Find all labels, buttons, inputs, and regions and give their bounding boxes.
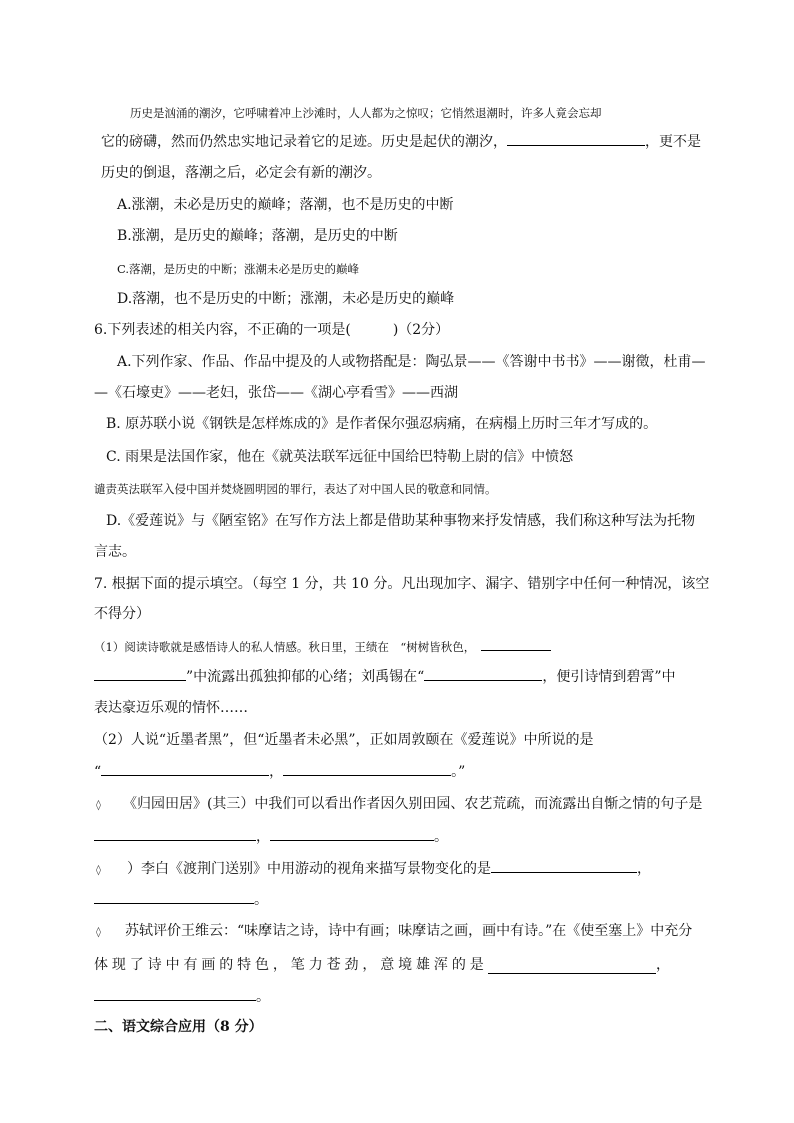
answer-blank[interactable] xyxy=(94,668,186,681)
spread-char: 体 xyxy=(94,957,108,973)
comma: ， xyxy=(256,829,270,845)
answer-blank[interactable] xyxy=(481,638,551,651)
q7-part1-text-2: ”中流露出孤独抑郁的心绪；刘禹锡在“ xyxy=(186,669,425,685)
spread-char: 色 xyxy=(255,957,270,973)
answer-blank[interactable] xyxy=(507,133,645,146)
q7-part1-line1 xyxy=(94,638,551,656)
comma: ， xyxy=(269,764,284,780)
spread-char: ， xyxy=(272,957,287,973)
spread-char: 画 xyxy=(201,957,216,973)
spread-char: 的 xyxy=(451,957,466,973)
q7-part1-text: （1）阅读诗歌就是感悟诗人的私人情感。秋日里，王绩在 “树树皆秋色， xyxy=(94,640,476,654)
answer-blank[interactable] xyxy=(270,828,434,841)
q7-part3-text: 《归园田居》(其三）中我们可以看出作者因久别田园、农艺荒疏，而流露出自惭之情的句子是 xyxy=(122,796,703,812)
q6-option-d-line2: 言志。 xyxy=(94,544,136,560)
q7-part2-line1: （2）人说“近墨者黑”，但“近墨者未必黑”，正如周敦颐在《爱莲说》中所说的是 xyxy=(94,732,594,748)
q6-option-c-line2: 谴责英法联军入侵中国并焚烧圆明园的罪行，表达了对中国人民的敬意和同情。 xyxy=(94,482,497,496)
period: 。 xyxy=(254,892,268,908)
q7-part5-line3 xyxy=(94,988,270,1006)
q7-part3-line1 xyxy=(96,795,702,815)
answer-blank[interactable] xyxy=(101,763,269,776)
spread-char: 意 xyxy=(380,957,395,973)
passage-line-2-text: 它的磅礴，然而仍然忠实地记录着它的足迹。历史是起伏的潮汐， xyxy=(101,134,507,150)
list-marker-icon: ◊ xyxy=(96,927,101,938)
spread-char: 特 xyxy=(237,957,252,973)
spread-char: ， xyxy=(362,957,377,973)
q7-part5-line2 xyxy=(94,956,694,974)
q5-option-d: D.落潮，也不是历史的中断；涨潮，未必是历史的巅峰 xyxy=(117,291,455,307)
q7-part1-text-3: ，便引诗情到碧霄”中 xyxy=(542,669,676,685)
passage-line-3: 历史的倒退，落潮之后，必定会有新的潮汐。 xyxy=(101,165,381,181)
q7-part5-spread-text xyxy=(94,956,484,974)
spread-char: 现 xyxy=(111,957,126,973)
q6-option-d-line1: D.《爱莲说》与《陋室铭》在写作方法上都是借助某种事物来抒发情感，我们称这种写法为托物 xyxy=(106,513,696,529)
spread-char: 了 xyxy=(129,957,144,973)
quote-close: 。” xyxy=(451,764,466,780)
spread-char: 境 xyxy=(398,957,413,973)
q7-part4-text: ）李白《渡荆门送别》中用游动的视角来描写景物变化的是 xyxy=(126,861,491,877)
q5-option-b: B.涨潮，是历史的巅峰；落潮，是历史的中断 xyxy=(117,228,398,244)
q7-part4-line1 xyxy=(96,860,651,880)
list-marker-icon: ◊ xyxy=(96,865,101,876)
spread-char: 中 xyxy=(165,957,180,973)
q7-part3-line2 xyxy=(94,828,448,846)
q7-part5-line1 xyxy=(96,922,692,942)
answer-blank[interactable] xyxy=(491,860,637,873)
q7-part1-line3: 表达豪迈乐观的情怀…… xyxy=(94,700,248,716)
period: 。 xyxy=(434,829,448,845)
q5-option-c: C.落潮，是历史的中断；涨潮未必是历史的巅峰 xyxy=(117,262,360,276)
spread-char: 有 xyxy=(183,957,198,973)
period: 。 xyxy=(256,989,270,1005)
q6-option-c-line1: C. 雨果是法国作家，他在《就英法联军远征中国给巴特勒上尉的信》中愤怒 xyxy=(106,449,574,465)
q6-option-a-line2: —《石壕吏》——老妇，张岱——《湖心亭看雪》——西湖 xyxy=(94,385,458,401)
answer-blank[interactable] xyxy=(488,961,656,974)
q6-option-b: B. 原苏联小说《钢铁是怎样炼成的》是作者保尔强忍病痛，在病榻上历时三年才写成的。 xyxy=(106,416,658,432)
spread-char: 劲 xyxy=(344,957,359,973)
list-marker-icon: ◊ xyxy=(96,800,101,811)
spread-char: 力 xyxy=(308,957,323,973)
answer-blank[interactable] xyxy=(94,988,256,1001)
passage-line-2 xyxy=(101,133,701,151)
q5-option-a: A.涨潮，未必是历史的巅峰；落潮，也不是历史的中断 xyxy=(117,197,454,213)
q7-stem-line1: 7. 根据下面的提示填空。（每空 1 分，共 10 分。凡出现加字、漏字、错别字中任何一种情况，该空 xyxy=(94,576,710,592)
spread-char: 是 xyxy=(469,957,484,973)
spread-char: 的 xyxy=(219,957,234,973)
spread-char: 笔 xyxy=(290,957,305,973)
q6-option-a-line1: A.下列作家、作品、作品中提及的人或物搭配是：陶弘景——《答谢中书书》——谢徵，杜甫— xyxy=(117,354,706,370)
spread-char: 雄 xyxy=(416,957,431,973)
answer-blank[interactable] xyxy=(424,668,542,681)
answer-blank[interactable] xyxy=(94,891,254,904)
spread-char: 诗 xyxy=(147,957,162,973)
q7-part1-line2 xyxy=(94,668,676,686)
q6-stem: 6.下列表述的相关内容，不正确的一项是( )（2分） xyxy=(94,322,450,338)
section-2-heading: 二、语文综合应用（8 分） xyxy=(94,1019,263,1035)
comma: ， xyxy=(656,957,670,973)
q7-part5-text: 苏轼评价王维云：“味摩诘之诗，诗中有画；味摩诘之画，画中有诗。”在《使至塞上》中充分 xyxy=(124,923,693,939)
q7-part2-line2 xyxy=(94,763,465,781)
passage-line-2-end: ，更不是 xyxy=(645,134,701,150)
answer-blank[interactable] xyxy=(283,763,451,776)
spread-char: 浑 xyxy=(433,957,448,973)
q7-part4-line2 xyxy=(94,891,268,909)
q7-stem-line2: 不得分） xyxy=(94,606,150,622)
quote-open: “ xyxy=(94,764,102,780)
spread-char: 苍 xyxy=(326,957,341,973)
comma: ， xyxy=(636,861,651,877)
passage-line-1: 历史是汹涌的潮汐，它呼啸着冲上沙滩时，人人都为之惊叹；它悄然退潮时，许多人竟会忘却 xyxy=(130,106,602,120)
answer-blank[interactable] xyxy=(94,828,256,841)
